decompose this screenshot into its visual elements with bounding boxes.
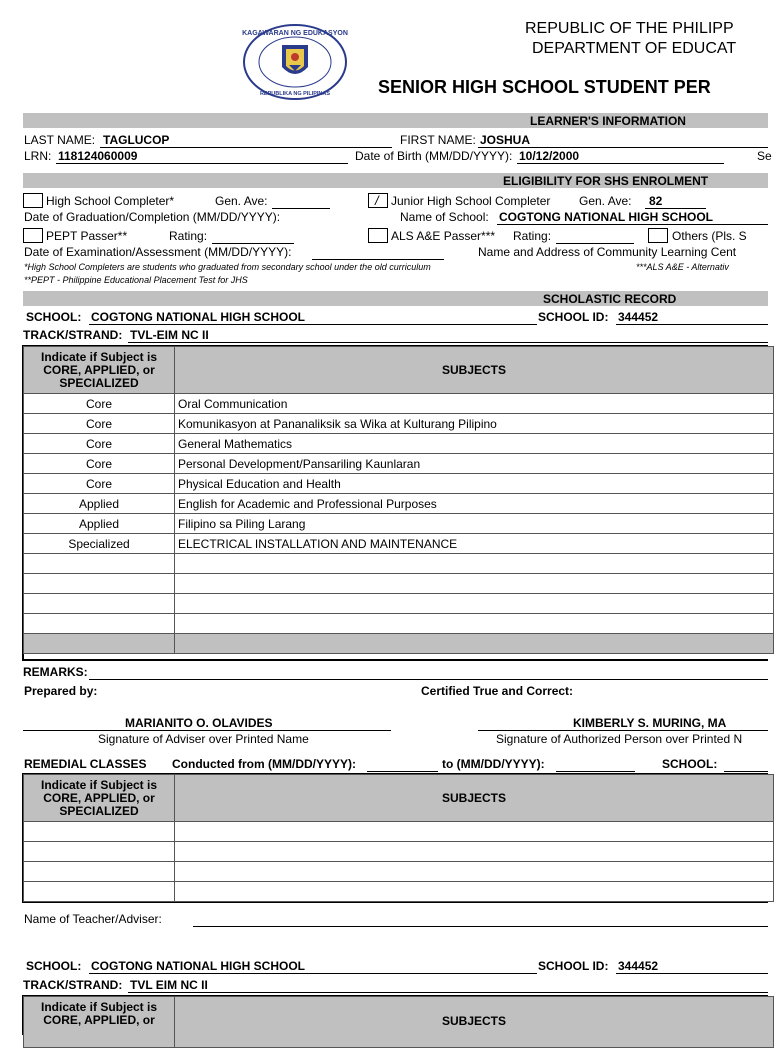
subject-type-cell[interactable] xyxy=(24,594,175,614)
table-row[interactable] xyxy=(24,882,774,902)
footnote-als: ***ALS A&E - Alternativ xyxy=(636,262,729,272)
adviser-caption: Signature of Adviser over Printed Name xyxy=(98,732,309,746)
remedial-title: REMEDIAL CLASSES xyxy=(24,757,147,771)
certified-label: Certified True and Correct: xyxy=(421,684,574,698)
subject-name-cell[interactable] xyxy=(175,594,774,614)
sex-label: Se xyxy=(757,149,772,163)
adviser-name: MARIANITO O. OLAVIDES xyxy=(125,716,273,730)
subject-name-cell[interactable] xyxy=(175,614,774,634)
subject-name-cell[interactable]: Komunikasyon at Pananaliksik sa Wika at Kulturang Pilipino xyxy=(175,414,774,434)
lrn-label: LRN: xyxy=(24,149,52,163)
prepared-by-label: Prepared by: xyxy=(24,684,98,698)
subject-type-cell[interactable] xyxy=(24,574,175,594)
remarks-label: REMARKS: xyxy=(23,665,88,679)
table-row[interactable] xyxy=(24,514,774,534)
table-row[interactable] xyxy=(24,534,774,554)
als-rating-label: Rating: xyxy=(513,229,552,243)
remedial-conducted-label: Conducted from (MM/DD/YYYY): xyxy=(172,757,356,771)
republic-line: REPUBLIC OF THE PHILIPP xyxy=(525,20,734,37)
subject-name-cell[interactable] xyxy=(175,554,774,574)
jhs-check-mark: / xyxy=(375,193,379,208)
teacher-label: Name of Teacher/Adviser: xyxy=(24,912,162,926)
remedial-subjects-header: SUBJECTS xyxy=(175,775,774,822)
school-value[interactable]: COGTONG NATIONAL HIGH SCHOOL xyxy=(91,310,306,324)
clc-label: Name and Address of Community Learning Cent xyxy=(478,245,737,259)
eligibility-heading: ELIGIBILITY FOR SHS ENROLMENT xyxy=(503,174,709,188)
last-name-value[interactable]: TAGLUCOP xyxy=(103,133,170,147)
table-row[interactable] xyxy=(24,434,774,454)
table-row[interactable] xyxy=(24,574,774,594)
authorized-name: KIMBERLY S. MURING, MA xyxy=(573,716,727,730)
subject-type-cell[interactable]: Applied xyxy=(24,514,175,534)
track-value[interactable]: TVL-EIM NC II xyxy=(130,328,209,342)
subject-type-cell[interactable]: Core xyxy=(24,474,175,494)
hs-completer-checkbox[interactable] xyxy=(23,193,43,208)
first-name-value[interactable]: JOSHUA xyxy=(480,133,531,147)
gen-ave-value[interactable]: 82 xyxy=(649,194,663,208)
track-label-2: TRACK/STRAND: xyxy=(23,978,123,992)
jhs-completer-checkbox[interactable] xyxy=(368,193,388,208)
table-row[interactable] xyxy=(24,862,774,882)
department-line: DEPARTMENT OF EDUCAT xyxy=(532,40,737,57)
subject-name-cell[interactable]: ELECTRICAL INSTALLATION AND MAINTENANCE xyxy=(175,534,774,554)
footnote-hs: *High School Completers are students who graduated from secondary school under the old curriculum xyxy=(24,262,431,272)
first-name-label: FIRST NAME: xyxy=(400,133,476,147)
pept-checkbox[interactable] xyxy=(23,228,43,243)
subject-name-cell[interactable]: Physical Education and Health xyxy=(175,474,774,494)
gen-ave-label-2: Gen. Ave: xyxy=(579,194,632,208)
subject-name-cell[interactable]: Personal Development/Pansariling Kaunlaran xyxy=(175,454,774,474)
svg-text:KAGAWARAN NG EDUKASYON: KAGAWARAN NG EDUKASYON xyxy=(242,30,348,37)
subject-type-cell[interactable] xyxy=(24,554,175,574)
subject-type-cell[interactable]: Core xyxy=(24,414,175,434)
table-row[interactable] xyxy=(24,474,774,494)
school-label: SCHOOL: xyxy=(26,310,82,324)
grad-date-label: Date of Graduation/Completion (MM/DD/YYYY): xyxy=(24,210,281,224)
others-checkbox[interactable] xyxy=(648,228,668,243)
subject-type-cell[interactable]: Core xyxy=(24,394,175,414)
als-checkbox[interactable] xyxy=(368,228,388,243)
subjects-header: SUBJECTS xyxy=(175,347,774,394)
school-name-value[interactable]: COGTONG NATIONAL HIGH SCHOOL xyxy=(499,210,714,224)
dob-label: Date of Birth (MM/DD/YYYY): xyxy=(355,149,513,163)
jhs-completer-label: Junior High School Completer xyxy=(391,194,551,208)
subject-type-cell[interactable]: Core xyxy=(24,434,175,454)
school-label-2: SCHOOL: xyxy=(26,959,82,973)
second-table xyxy=(23,996,774,1048)
subject-type-header: Indicate if Subject is CORE, APPLIED, or SPECIALIZED xyxy=(24,347,175,394)
pept-label: PEPT Passer** xyxy=(46,229,128,243)
subject-name-cell[interactable]: Oral Communication xyxy=(175,394,774,414)
subject-name-cell[interactable]: General Mathematics xyxy=(175,434,774,454)
subject-type-cell[interactable]: Applied xyxy=(24,494,175,514)
remedial-table xyxy=(23,774,774,902)
table-footer-band xyxy=(24,634,774,654)
remedial-type-header: Indicate if Subject is CORE, APPLIED, or SPECIALIZED xyxy=(24,775,175,822)
deped-seal xyxy=(242,23,348,101)
subject-name-cell[interactable]: English for Academic and Professional Purposes xyxy=(175,494,774,514)
footnote-pept: **PEPT - Philippine Educational Placement Test for JHS xyxy=(24,275,248,285)
table-row[interactable] xyxy=(24,614,774,634)
second-subjects-header: SUBJECTS xyxy=(175,997,774,1048)
school-id-label-2: SCHOOL ID: xyxy=(538,959,609,973)
track-value-2[interactable]: TVL EIM NC II xyxy=(130,978,208,992)
lrn-value[interactable]: 118124060009 xyxy=(58,149,138,163)
pept-rating-label: Rating: xyxy=(169,229,208,243)
table-row[interactable] xyxy=(24,842,774,862)
subject-type-cell[interactable]: Core xyxy=(24,454,175,474)
learner-info-band xyxy=(23,113,768,128)
scholastic-table xyxy=(23,346,774,654)
second-type-header: Indicate if Subject is CORE, APPLIED, or xyxy=(24,997,175,1048)
scholastic-table-header xyxy=(24,347,774,394)
school-name-label: Name of School: xyxy=(400,210,489,224)
others-label: Others (Pls. S xyxy=(672,229,747,243)
learner-info-heading: LEARNER'S INFORMATION xyxy=(530,114,686,128)
table-row[interactable] xyxy=(24,454,774,474)
exam-date-label: Date of Examination/Assessment (MM/DD/YYYY): xyxy=(24,245,292,259)
gen-ave-label: Gen. Ave: xyxy=(215,194,268,208)
table-row[interactable] xyxy=(24,554,774,574)
scholastic-heading: SCHOLASTIC RECORD xyxy=(543,292,677,306)
dob-value[interactable]: 10/12/2000 xyxy=(519,149,580,163)
hs-completer-label: High School Completer* xyxy=(46,194,175,208)
last-name-label: LAST NAME: xyxy=(24,133,96,147)
scholastic-band xyxy=(23,291,768,306)
subject-type-cell[interactable]: Specialized xyxy=(24,534,175,554)
remedial-school-label: SCHOOL: xyxy=(662,757,718,771)
subject-type-cell[interactable] xyxy=(24,614,175,634)
school-id-value[interactable]: 344452 xyxy=(618,310,659,324)
als-label: ALS A&E Passer*** xyxy=(391,229,496,243)
table-row[interactable] xyxy=(24,594,774,614)
table-row[interactable] xyxy=(24,414,774,434)
table-row[interactable] xyxy=(24,494,774,514)
authorized-caption: Signature of Authorized Person over Printed N xyxy=(496,732,743,746)
svg-text:REPUBLIKA NG PILIPINAS: REPUBLIKA NG PILIPINAS xyxy=(259,91,331,97)
school-id-value-2[interactable]: 344452 xyxy=(618,959,659,973)
table-row[interactable] xyxy=(24,822,774,842)
subject-name-cell[interactable]: Filipino sa Piling Larang xyxy=(175,514,774,534)
track-label: TRACK/STRAND: xyxy=(23,328,123,342)
form-title: SENIOR HIGH SCHOOL STUDENT PER xyxy=(378,77,711,97)
school-value-2[interactable]: COGTONG NATIONAL HIGH SCHOOL xyxy=(91,959,306,973)
eligibility-band xyxy=(23,173,768,188)
school-id-label: SCHOOL ID: xyxy=(538,310,609,324)
remedial-to-label: to (MM/DD/YYYY): xyxy=(442,757,545,771)
subject-name-cell[interactable] xyxy=(175,574,774,594)
table-row[interactable] xyxy=(24,394,774,414)
